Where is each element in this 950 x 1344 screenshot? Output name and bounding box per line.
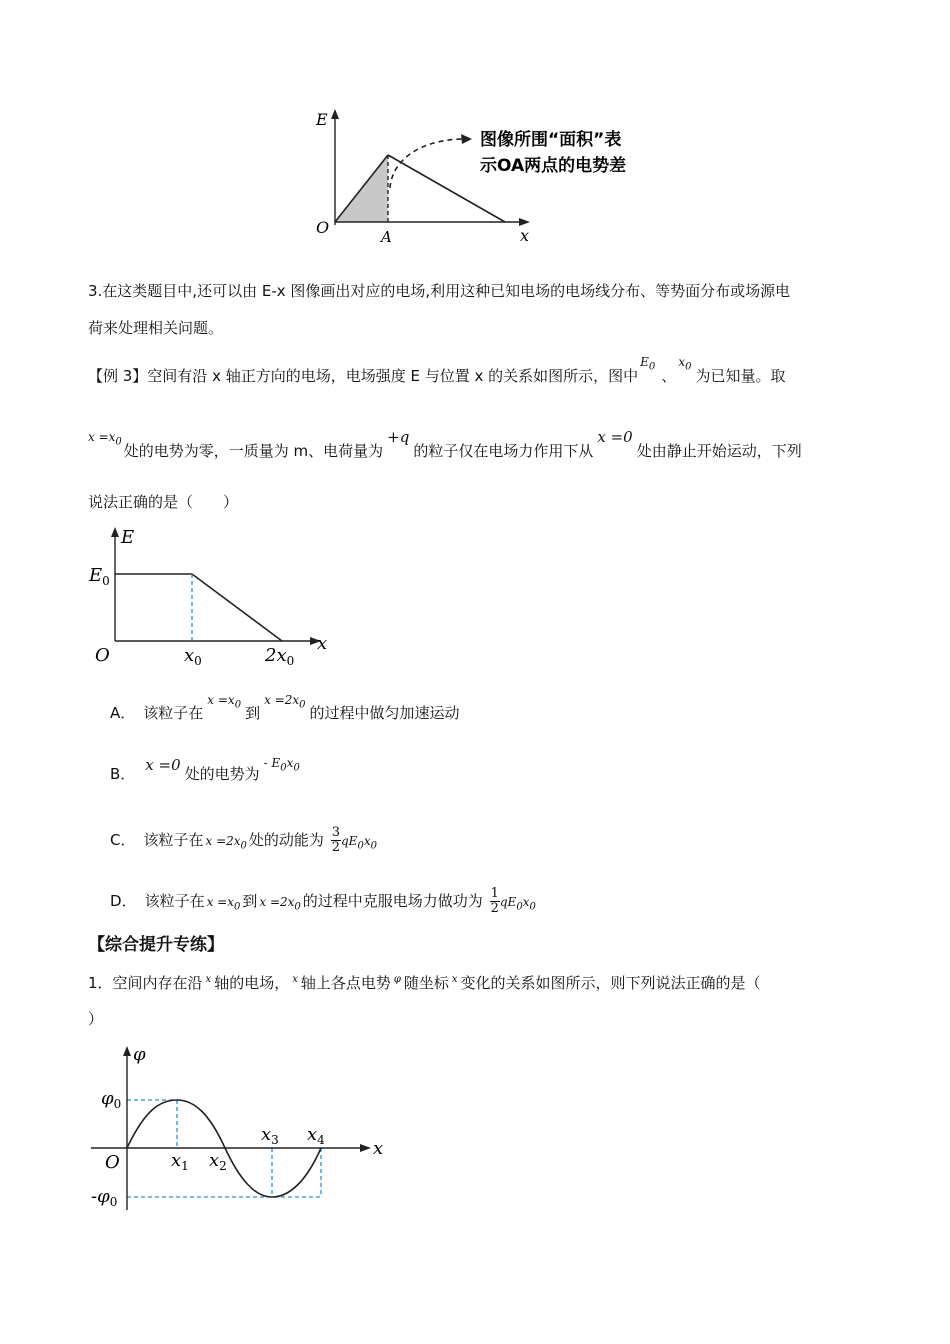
option-c[interactable]: C． 该粒子在 $x =2x_0$ 处的动能为 $\frac{3}{2}$ $qE_0x_0$ — [110, 825, 377, 855]
option-d-value: $qE_0x_0$ — [499, 895, 536, 913]
example3-separator: 、 — [661, 367, 677, 385]
option-d-eq1: $x =x_0$ — [206, 895, 241, 913]
fig3-neg-phi0-label: $-\varphi_0$ — [91, 1186, 118, 1209]
pointer-dashed-curve — [390, 139, 462, 188]
symbol-e0: E0 — [640, 355, 656, 373]
fig3-x-axis-arrow-icon — [360, 1144, 371, 1152]
option-a-eq1: x =x0 — [207, 693, 242, 711]
example3-line2 — [88, 428, 802, 467]
option-c-eq: $x =2x_0$ — [205, 834, 247, 852]
option-c-fraction: $\frac{3}{2}$ — [331, 825, 340, 855]
figure-e-x-step — [85, 523, 345, 673]
option-b[interactable]: B． x =0 处的电势为$^{- E_0x_0}$ — [110, 756, 300, 783]
fig2-e-curve — [115, 574, 282, 641]
q1-symbol-x-c: x — [451, 974, 458, 985]
fig1-origin-label: O — [316, 218, 330, 237]
fig3-y-axis-arrow-icon — [123, 1046, 131, 1056]
eq-x-equals-x0: x =x0 — [88, 430, 122, 448]
q1-symbol-phi: φ — [393, 974, 401, 985]
y-axis-arrow-icon — [331, 109, 339, 119]
fig2-y-axis-arrow-icon — [111, 527, 119, 537]
fig3-x3-label: $x_3$ — [261, 1124, 279, 1147]
fig3-axis-x-label: x — [373, 1138, 384, 1159]
option-b-value: - E0x0 — [263, 756, 300, 774]
option-b-eq: x =0 — [145, 756, 181, 774]
fig2-x-tick-x0: $x_0$ — [184, 645, 202, 668]
paragraph-3-line2: 荷来处理相关问题。 — [88, 319, 224, 337]
q1-symbol-x-a: x — [205, 974, 212, 985]
fig2-y-tick-e0: $E_0$ — [89, 565, 110, 588]
question-1-line1: 1．空间内存在沿 $^x$ 轴的电场， $^x$ 轴上各点电势 $^\varphi$ 随坐标 $^x$ 变化的关系如图所示，则下列说法正确的是（ — [88, 974, 761, 992]
symbol-x0: x0 — [678, 355, 692, 373]
option-a[interactable]: A． 该粒子在$^{x =x_0}$ 到$^{x =2x_0}$ 的过程中做匀加速运动 — [110, 693, 460, 722]
option-a-eq2: x =2x0 — [264, 693, 306, 711]
option-a-label: A． — [110, 704, 136, 722]
q1-symbol-x-b: x — [292, 974, 298, 985]
example3-text-2b: 的粒子仅在电场力作用下从 — [413, 442, 594, 460]
eq-x-equals-0: x =0 — [597, 428, 633, 446]
option-d-label: D． — [110, 892, 137, 910]
pointer-arrow-icon — [461, 134, 472, 144]
option-d-fraction: $\frac{1}{2}$ — [490, 886, 499, 916]
option-d-eq2: $x =2x_0$ — [259, 895, 301, 913]
fig2-axis-y-label: E — [121, 527, 135, 548]
paragraph-3-line1: 3.在这类题目中,还可以由 E-x 图像画出对应的电场,利用这种已知电场的电场线分布、等势面分布或场源电 — [88, 282, 791, 300]
option-d[interactable]: D． 该粒子在 $x =x_0$ 到 $x =2x_0$ 的过程中克服电场力做功为 $\frac{1}{2}$ $qE_0x_0$ — [110, 886, 536, 916]
fig3-x1-label: $x_1$ — [171, 1150, 189, 1173]
fig1-note-line1: 图像所围“面积”表 — [480, 130, 622, 150]
fig2-x-tick-2x0: $2x_0$ — [265, 645, 295, 668]
section-title: 【综合提升专练】 — [88, 935, 224, 955]
example3-text-a: 【例 3】空间有沿 x 轴正方向的电场，电场强度 E 与位置 x 的关系如图所示，图中 — [88, 367, 639, 385]
option-c-value: $qE_0x_0$ — [341, 834, 377, 852]
fig3-x4-label: $x_4$ — [307, 1124, 325, 1147]
example3-text-2a: 处的电势为零，一质量为 m、电荷量为 — [123, 442, 384, 460]
fig1-axis-x-label: x — [520, 226, 530, 245]
option-c-label: C． — [110, 831, 136, 849]
fig3-origin-label: O — [105, 1152, 120, 1173]
fig2-origin-label: O — [95, 645, 110, 666]
fig1-point-a-label: A — [381, 228, 392, 246]
figure-e-x-area — [300, 105, 660, 255]
question-1-line2: ） — [88, 1010, 104, 1028]
fig3-axis-y-label: φ — [133, 1044, 146, 1065]
example3-text-2c: 处由静止开始运动，下列 — [636, 442, 802, 460]
example3-text-b: 为已知量。取 — [695, 367, 786, 385]
fig1-axis-y-label: E — [316, 110, 328, 129]
fig3-phi0-label: $\varphi_0$ — [101, 1088, 122, 1111]
fig2-axis-x-label: x — [317, 633, 328, 654]
charge-q: +q — [387, 428, 410, 446]
option-b-label: B． — [110, 765, 136, 783]
fig1-note-line2: 示OA两点的电势差 — [480, 156, 627, 176]
fig3-x2-label: $x_2$ — [209, 1150, 227, 1173]
figure-phi-x — [85, 1040, 405, 1220]
example3-line3: 说法正确的是（ ） — [88, 493, 239, 511]
x-axis-arrow-icon — [519, 218, 530, 226]
example3-line1 — [88, 355, 786, 392]
